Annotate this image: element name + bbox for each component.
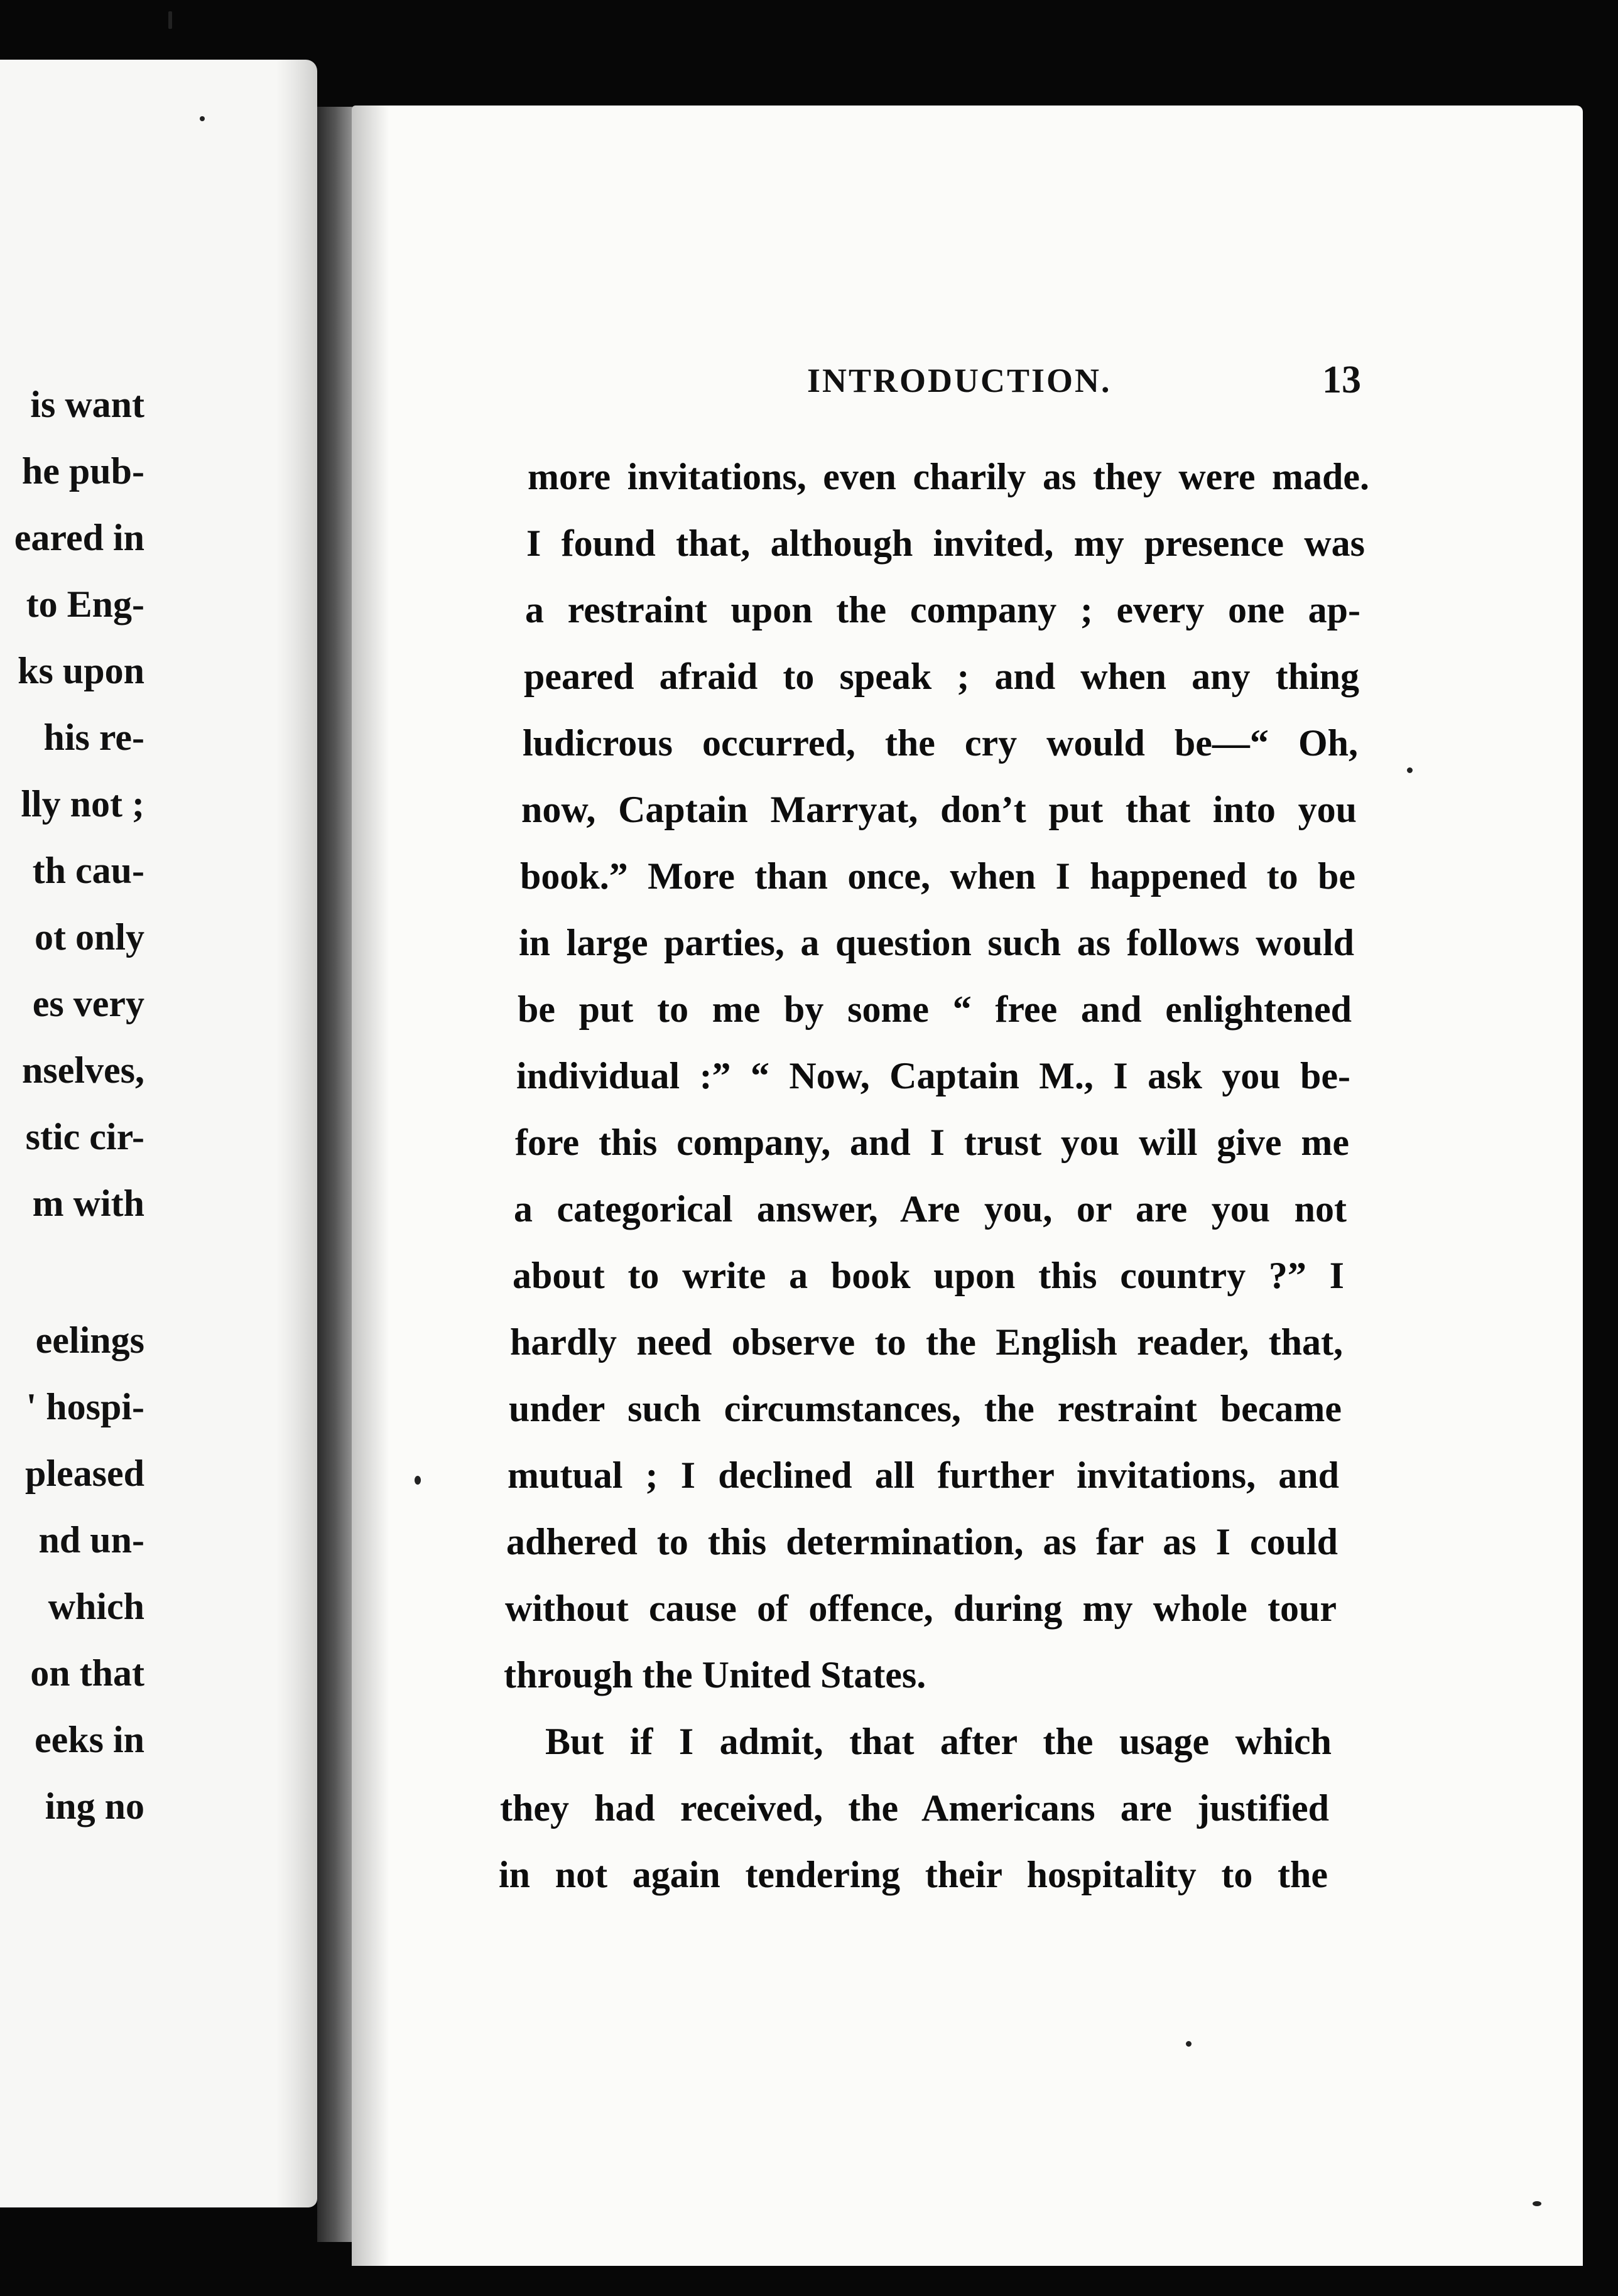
paragraph-first-line: But if I admit, that after the usage which bbox=[545, 1721, 1332, 1762]
left-line: he pub- bbox=[21, 450, 144, 492]
page-number: 13 bbox=[1322, 359, 1361, 401]
scan-speck bbox=[415, 1476, 421, 1485]
left-line: ing no bbox=[45, 1785, 144, 1827]
body-line: more invitations, even charily as they were made. bbox=[528, 456, 1369, 497]
left-line: his re- bbox=[43, 717, 144, 758]
body-line: mutual ; I declined all further invitations, and bbox=[508, 1454, 1339, 1496]
left-line: is want bbox=[30, 384, 144, 425]
scan-speck bbox=[1533, 2201, 1541, 2206]
body-line: through the United States. bbox=[504, 1654, 926, 1696]
left-line: m with bbox=[32, 1183, 144, 1224]
left-line: ' hospi- bbox=[26, 1386, 144, 1427]
body-line: in not again tendering their hospitality to the bbox=[499, 1854, 1328, 1895]
body-line: a categorical answer, Are you, or are you not bbox=[514, 1188, 1347, 1230]
body-line: I found that, although invited, my presence was bbox=[526, 523, 1365, 564]
running-head-title: INTRODUCTION. bbox=[807, 362, 1112, 399]
body-line: in large parties, a question such as follows would bbox=[519, 922, 1354, 963]
scan-speck bbox=[1407, 767, 1413, 773]
left-line: eared in bbox=[14, 517, 144, 558]
left-line: eelings bbox=[35, 1319, 144, 1361]
body-line: peared afraid to speak ; and when any thing bbox=[524, 656, 1359, 697]
body-line: without cause of offence, during my whole tour bbox=[505, 1588, 1337, 1629]
left-line: nselves, bbox=[22, 1049, 144, 1091]
left-line: which bbox=[48, 1586, 144, 1627]
left-line: nd un- bbox=[38, 1519, 144, 1561]
body-line: book.” More than once, when I happened to be bbox=[520, 855, 1355, 897]
body-line: be put to me by some “ free and enlightened bbox=[518, 988, 1352, 1030]
left-line: to Eng- bbox=[26, 583, 144, 625]
body-line: hardly need observe to the English reader, that, bbox=[510, 1321, 1343, 1363]
left-line: lly not ; bbox=[21, 783, 144, 825]
left-line: eeks in bbox=[34, 1719, 144, 1760]
scan-speck bbox=[168, 11, 172, 29]
left-line: pleased bbox=[24, 1453, 144, 1494]
left-line: ks upon bbox=[18, 650, 144, 691]
body-line: about to write a book upon this country ?” I bbox=[513, 1255, 1344, 1296]
scan-speck bbox=[1186, 2041, 1192, 2047]
current-page bbox=[352, 106, 1583, 2266]
body-line: adhered to this determination, as far as I could bbox=[506, 1521, 1338, 1562]
body-line: a restraint upon the company ; every one ap- bbox=[525, 589, 1360, 631]
left-line: ot only bbox=[34, 916, 144, 958]
body-line: fore this company, and I trust you will give me bbox=[515, 1122, 1349, 1163]
previous-page-edge-shadow bbox=[276, 60, 320, 2207]
scan-speck bbox=[200, 116, 205, 121]
body-line: ludicrous occurred, the cry would be—“ Oh, bbox=[523, 722, 1358, 764]
body-line: they had received, the Americans are justified bbox=[500, 1787, 1329, 1829]
body-line: now, Captain Marryat, don’t put that into you bbox=[521, 789, 1357, 830]
left-line: th cau- bbox=[32, 850, 144, 891]
left-line: stic cir- bbox=[25, 1116, 144, 1157]
left-line: es very bbox=[32, 983, 144, 1024]
body-line: individual :” “ Now, Captain M., I ask you be- bbox=[516, 1055, 1350, 1097]
body-line: under such circumstances, the restraint became bbox=[509, 1388, 1342, 1429]
left-line: on that bbox=[30, 1652, 144, 1694]
